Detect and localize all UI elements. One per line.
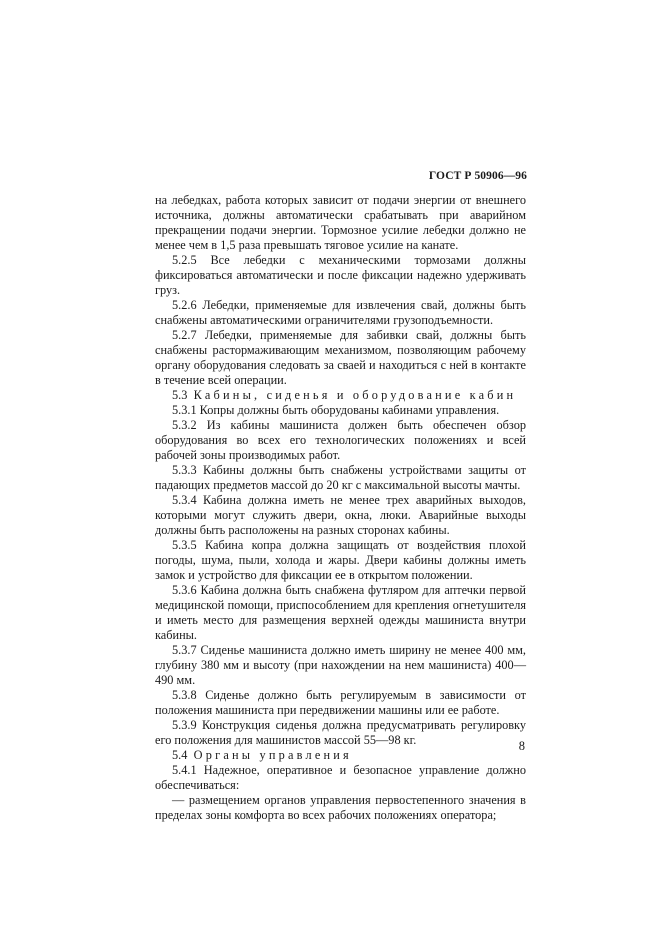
clause-5-3-8: 5.3.8 Сиденье должно быть регулируемым в зависимости от положения машиниста при передвижении машины или ее работе. bbox=[155, 688, 526, 717]
page-header bbox=[0, 170, 661, 190]
paragraph-continuation: на лебедках, работа которых зависит от подачи энергии от внешнего источника, должны автоматически срабатывать при аварийном прекращении подачи энергии. Тормозное усилие лебедки должно не менее чем в 1,5 раза превышать тяговое усилие на канате. bbox=[155, 193, 526, 252]
clause-5-2-7: 5.2.7 Лебедки, применяемые для забивки свай, должны быть снабжены растормаживающим механизмом, позволяющим рабочему органу оборудования следовать за сваей и находиться с ней в контакте в течение всей операции. bbox=[155, 328, 526, 387]
clause-5-2-6: 5.2.6 Лебедки, применяемые для извлечения свай, должны быть снабжены автоматическими ограничителями грузоподъемности. bbox=[155, 298, 526, 327]
section-title: Кабины, сиденья и оборудование кабин bbox=[193, 388, 517, 402]
standard-code: ГОСТ Р 50906—96 bbox=[428, 170, 527, 182]
clause-5-2-5: 5.2.5 Все лебедки с механическими тормозами должны фиксироваться автоматически и после фиксации надежно удерживать груз. bbox=[155, 253, 526, 297]
clause-5-3-6: 5.3.6 Кабина должна быть снабжена футляром для аптечки первой медицинской помощи, приспособлением для крепления огнетушителя и иметь место для размещения верхней одежды машиниста внутри кабины. bbox=[155, 583, 526, 642]
section-title: Органы управления bbox=[193, 748, 352, 762]
clause-5-3-7: 5.3.7 Сиденье машиниста должно иметь ширину не менее 400 мм, глубину 380 мм и высоту (при нахождении на нем машиниста) 400—490 мм. bbox=[155, 643, 526, 687]
page-number: 8 bbox=[518, 739, 525, 753]
clause-5-3-9: 5.3.9 Конструкция сиденья должна предусматривать регулировку его положения для машинистов массой 55—98 кг. bbox=[155, 718, 526, 747]
section-heading-5-3 bbox=[155, 388, 526, 403]
clause-5-4-1: 5.4.1 Надежное, оперативное и безопасное управление должно обеспечиваться: bbox=[155, 763, 526, 792]
clause-5-3-1: 5.3.1 Копры должны быть оборудованы кабинами управления. bbox=[172, 403, 500, 417]
clause-5-3-5: 5.3.5 Кабина копра должна защищать от воздействия плохой погоды, шума, пыли, холода и жары. Двери кабины должны иметь замок и устройство для фиксации ее в открытом положении. bbox=[155, 538, 526, 582]
section-heading-5-4 bbox=[155, 748, 526, 763]
clause-5-3-4: 5.3.4 Кабина должна иметь не менее трех аварийных выходов, которыми могут служить двери, окна, люки. Аварийные выходы должны быть расположены на разных сторонах кабины. bbox=[155, 493, 526, 537]
section-number: 5.3 bbox=[172, 388, 188, 402]
clause-5-3-3: 5.3.3 Кабины должны быть снабжены устройствами защиты от падающих предметов массой до 20 кг с максимальной высоты мачты. bbox=[155, 463, 526, 492]
list-item: — размещением органов управления первостепенного значения в пределах зоны комфорта во всех рабочих положениях оператора; bbox=[155, 793, 526, 822]
clause-5-3-2: 5.3.2 Из кабины машиниста должен быть обеспечен обзор оборудования во всех его технологических положениях и всей рабочей зоны производимых работ. bbox=[155, 418, 526, 462]
body-text bbox=[155, 193, 526, 823]
section-number: 5.4 bbox=[172, 748, 188, 762]
